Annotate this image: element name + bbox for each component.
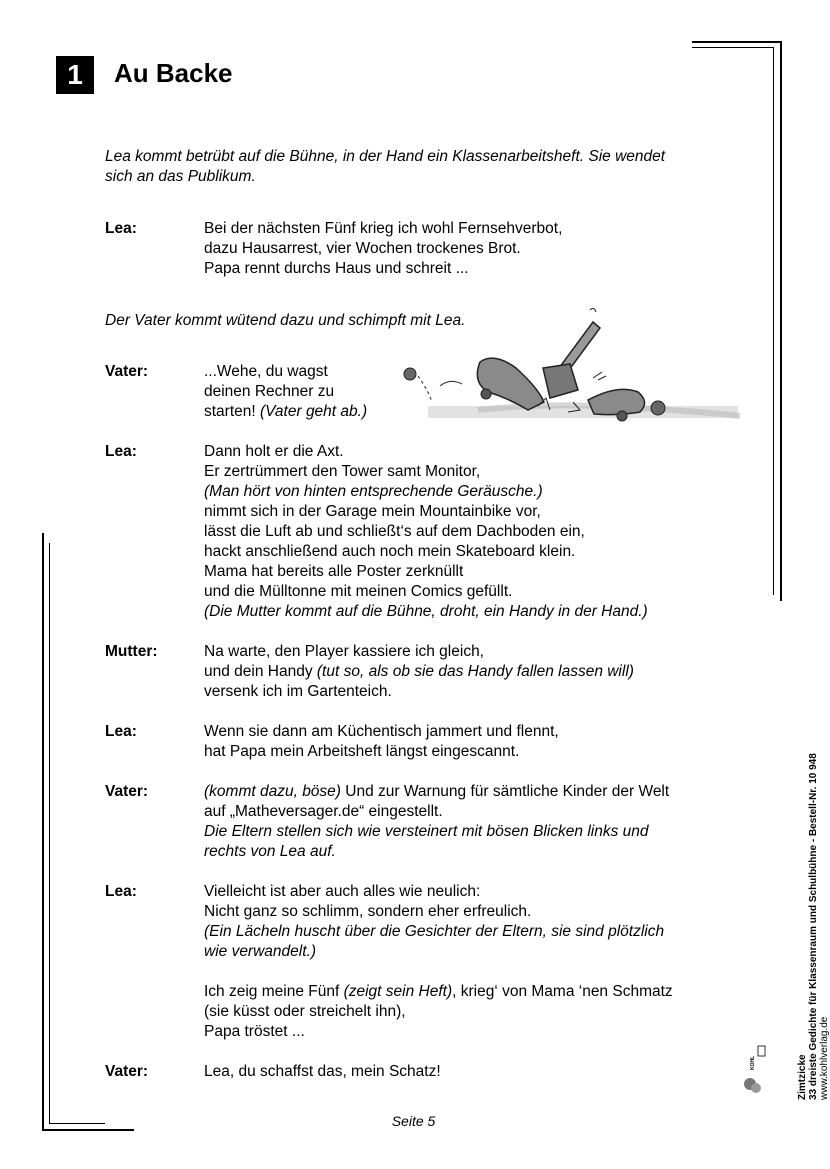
dialogue-text: , krieg‘ von Mama ‘nen Schmatz [452, 983, 673, 1000]
frame-top-right-inner [692, 47, 774, 48]
stage-direction-inline: (Vater geht ab.) [260, 403, 368, 420]
frame-right-outer [780, 41, 782, 601]
page-number: Seite 5 [391, 1113, 436, 1129]
frame-right-inner [773, 47, 774, 595]
dialogue-line: Na warte, den Player kassiere ich gleich, [204, 643, 484, 660]
axe-skateboard-illustration [388, 298, 748, 438]
frame-bottom-left-outer [42, 1129, 134, 1131]
dialogue-line: nimmt sich in der Garage mein Mountainbike vor, [204, 503, 541, 520]
dialogue-block [204, 982, 673, 1042]
dialogue-text: und dein Handy [204, 663, 317, 680]
dialogue-line: lässt die Luft ab und schließt‘s auf dem Dachboden ein, [204, 523, 585, 540]
dialogue-line: und die Mülltonne mit meinen Comics gefüllt. [204, 583, 513, 600]
dialogue-line: Wenn sie dann am Küchentisch jammert und flennt, [204, 723, 559, 740]
speaker-label: Lea: [105, 220, 137, 237]
dialogue-line: (sie küsst oder streichelt ihn), [204, 1003, 406, 1020]
speaker-label: Vater: [105, 363, 149, 380]
dialogue-block [204, 1062, 441, 1082]
publisher-side-text [797, 753, 830, 1100]
dialogue-line: Nicht ganz so schlimm, sondern eher erfreulich. [204, 903, 532, 920]
order-number: - Bestell-Nr. 10 948 [808, 753, 819, 845]
speaker-label: Lea: [105, 443, 137, 460]
dialogue-line: hackt anschließend auch noch mein Skateboard klein. [204, 543, 576, 560]
chapter-title: Au Backe [114, 58, 233, 88]
stage-direction-line: rechts von Lea auf. [204, 843, 336, 860]
publisher-url: www.kohlverlag.de [819, 1016, 830, 1100]
dialogue-line: versenk ich im Gartenteich. [204, 683, 392, 700]
dialogue-line: Er zertrümmert den Tower samt Monitor, [204, 463, 481, 480]
dialogue-text: starten! [204, 403, 260, 420]
dialogue-line: Mama hat bereits alle Poster zerknüllt [204, 563, 464, 580]
speaker-label: Lea: [105, 883, 137, 900]
dialogue-text: Und zur Warnung für sämtliche Kinder der Welt [340, 783, 670, 800]
dialogue-line: hat Papa mein Arbeitsheft längst eingescannt. [204, 743, 520, 760]
intro-line: Lea kommt betrübt auf die Bühne, in der Hand ein Klassenarbeitsheft. Sie wendet [105, 148, 666, 165]
frame-left-outer [42, 533, 44, 1131]
stage-direction-intro [105, 147, 665, 187]
stage-direction-line: (Die Mutter kommt auf die Bühne, droht, ein Handy in der Hand.) [204, 603, 648, 620]
speaker-label: Lea: [105, 723, 137, 740]
speaker-label: Mutter: [105, 643, 158, 660]
frame-left-inner [49, 543, 50, 1123]
dialogue-line: Vielleicht ist aber auch alles wie neulich: [204, 883, 481, 900]
stage-direction-inline: (kommt dazu, böse) [204, 783, 341, 800]
dialogue-block [204, 219, 562, 279]
dialogue-block [204, 882, 664, 962]
book-title: Zimtzicke [797, 1054, 808, 1100]
svg-text:KOHL: KOHL [750, 1055, 756, 1070]
stage-direction-line: Die Eltern stellen sich wie versteinert mit bösen Blicken links und [204, 823, 649, 840]
book-subtitle-line [808, 753, 819, 1100]
stage-direction-line: (Man hört von hinten entsprechende Geräusche.) [204, 483, 543, 500]
speaker-label: Vater: [105, 783, 149, 800]
dialogue-line [204, 982, 673, 1002]
dialogue-line: Dann holt er die Axt. [204, 443, 344, 460]
stage-direction-inline: (tut so, als ob sie das Handy fallen lassen will) [316, 663, 634, 680]
dialogue-line: Bei der nächsten Fünf krieg ich wohl Fernsehverbot, [204, 220, 563, 237]
dialogue-line: Papa rennt durchs Haus und schreit ... [204, 260, 469, 277]
stage-direction-inline: (zeigt sein Heft) [343, 983, 453, 1000]
frame-top-right-outer [692, 41, 782, 43]
dialogue-line [204, 402, 367, 422]
dialogue-line: ...Wehe, du wagst [204, 363, 328, 380]
speaker-label: Vater: [105, 1063, 149, 1080]
dialogue-line: dazu Hausarrest, vier Wochen trockenes Brot. [204, 240, 521, 257]
dialogue-block [204, 442, 648, 622]
chapter-number: 1 [56, 56, 94, 94]
dialogue-block [204, 642, 634, 702]
dialogue-block [204, 362, 367, 422]
stage-direction-line: (Ein Lächeln huscht über die Gesichter der Eltern, sie sind plötzlich [204, 923, 665, 940]
book-subtitle: 33 dreiste Gedichte für Klassenraum und Schulbühne [808, 844, 819, 1100]
dialogue-line: auf „Matheversager.de“ eingestellt. [204, 803, 443, 820]
publisher-logo [742, 1040, 766, 1096]
dialogue-text: Ich zeig meine Fünf [204, 983, 344, 1000]
stage-direction-line: wie verwandelt.) [204, 943, 316, 960]
dialogue-line: Papa tröstet ... [204, 1023, 305, 1040]
dialogue-block [204, 782, 669, 862]
dialogue-line: Lea, du schaffst das, mein Schatz! [204, 1063, 441, 1080]
dialogue-block [204, 722, 559, 762]
intro-line: sich an das Publikum. [105, 168, 256, 185]
dialogue-line: deinen Rechner zu [204, 383, 335, 400]
dialogue-line [204, 662, 634, 682]
stage-direction: Der Vater kommt wütend dazu und schimpft mit Lea. [105, 312, 466, 329]
dialogue-line [204, 782, 669, 802]
